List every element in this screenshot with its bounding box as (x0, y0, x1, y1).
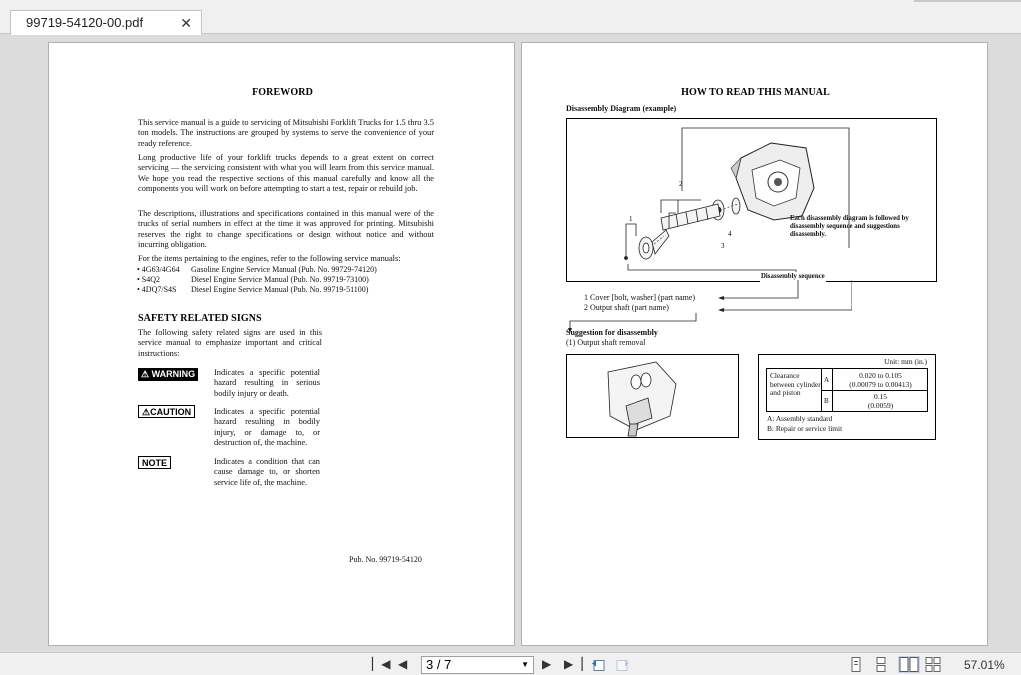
page-title: FOREWORD (252, 87, 313, 98)
document-tab[interactable] (10, 10, 202, 35)
legend-b: B: Repair or service limit (767, 424, 843, 433)
page-indicator: 3 / 7 (426, 657, 452, 672)
paragraph: Long productive life of your forklift trucks depends to a great extent on correct servicing — the servicing consistent with what you will learn from this service manual. We hope you read the respective sections of this manual carefully and know all the components you will work on before attempting to start a test, repair or rebuild job. (138, 153, 434, 193)
output-shaft-illustration (566, 354, 740, 440)
previous-view-icon[interactable] (590, 656, 606, 673)
warning-sign: ⚠ WARNING (138, 368, 198, 381)
note-sign: NOTE (138, 456, 171, 469)
sign-description: Indicates a condition that can cause damage to, or shorten service life of, the machine. (214, 457, 320, 487)
row-value: 0.15 (0.0059) (867, 392, 894, 410)
spec-table (766, 368, 928, 412)
callout-2: 2 (679, 180, 683, 188)
caution-sign: ⚠CAUTION (138, 405, 195, 418)
close-tab-icon[interactable]: ✕ (180, 15, 192, 31)
callout-3: 3 (721, 242, 725, 250)
callout-4: 4 (728, 230, 732, 238)
first-page-icon[interactable]: ▏◀ (372, 657, 391, 671)
next-page-icon[interactable]: ▶ (542, 657, 552, 671)
chevron-down-icon[interactable]: ▼ (521, 660, 529, 669)
suggestion-item: (1) Output shaft removal (566, 338, 646, 347)
sequence-item: 1 Cover [bolt, washer] (part name) (584, 293, 696, 302)
suggestion-title: Suggestion for disassembly (566, 328, 658, 337)
engine-manual: Diesel Engine Service Manual (Pub. No. 99719-73100) (191, 275, 369, 284)
section-heading: SAFETY RELATED SIGNS (138, 313, 262, 324)
engine-code: • 4G63/4G64 (137, 265, 180, 274)
tab-title: 99719-54120-00.pdf (26, 15, 144, 30)
paragraph: The descriptions, illustrations and specifications contained in this manual were of the trucks of serial numbers in effect at the time it was approved for printing. Mitsubishi reserves the right to change specifications or design without notice and without incurring obligation. (138, 209, 434, 249)
two-page-view-icon[interactable] (898, 656, 920, 673)
paragraph: The following safety related signs are used in this service manual to emphasize important and critical instructions: (138, 328, 322, 358)
diagram-title: Disassembly Diagram (example) (566, 104, 677, 113)
two-page-continuous-view-icon[interactable] (925, 656, 941, 673)
legend-a: A: Assembly standard (767, 414, 833, 423)
sequence-item: 2 Output shaft (part name) (584, 303, 669, 312)
zoom-level[interactable]: 57.01% (964, 658, 1005, 672)
engine-code: • S4Q2 (137, 275, 161, 284)
navigation-bar (0, 652, 1021, 675)
publication-number: Pub. No. 99719-54120 (349, 555, 422, 564)
sign-description: Indicates a specific potential hazard resulting in serious bodily injury or death. (214, 368, 320, 398)
tab-bar (0, 0, 1021, 34)
paragraph: This service manual is a guide to servicing of Mitsubishi Forklift Trucks for 1.5 thru 3.5 ton models. The instructions are grouped by systems to serve the convenience of your ready reference. (138, 118, 434, 148)
callout-1: 1 (629, 215, 633, 223)
page-foreword (48, 42, 515, 646)
spec-table-frame (758, 354, 936, 440)
sequence-label: Disassembly sequence (761, 273, 825, 280)
previous-page-icon[interactable]: ◀ (398, 657, 408, 671)
window-accent (914, 0, 1021, 2)
single-page-view-icon[interactable] (848, 656, 864, 673)
row-key: A (824, 376, 830, 384)
page-how-to-read (521, 42, 988, 646)
sequence-arrows (692, 280, 852, 316)
next-view-icon[interactable] (615, 656, 631, 673)
spec-item: Clearance between cylinder and piston (770, 371, 821, 398)
row-key: B (824, 397, 829, 405)
sign-description: Indicates a specific potential hazard resulting in bodily injury, or damage to, or destruction of, the machine. (214, 407, 320, 447)
engine-code: • 4DQ7/S4S (137, 285, 177, 294)
continuous-view-icon[interactable] (873, 656, 889, 673)
engine-manual: Diesel Engine Service Manual (Pub. No. 99719-51100) (191, 285, 369, 294)
disassembly-diagram (566, 118, 938, 288)
unit-label: Unit: mm (in.) (884, 357, 927, 366)
paragraph: For the items pertaining to the engines, refer to the following service manuals: (138, 254, 401, 263)
last-page-icon[interactable]: ▶▕ (564, 657, 583, 671)
page-title: HOW TO READ THIS MANUAL (681, 87, 830, 98)
engine-manual: Gasoline Engine Service Manual (Pub. No. 99729-74120) (191, 265, 377, 274)
row-value: 0.020 to 0.105 (0.00079 to 0.00413) (849, 371, 912, 389)
document-viewer[interactable] (0, 35, 1021, 652)
diagram-note: Each disassembly diagram is followed by disassembly sequence and suggestions disassembly. (790, 215, 909, 238)
page-number-select[interactable] (421, 656, 534, 674)
